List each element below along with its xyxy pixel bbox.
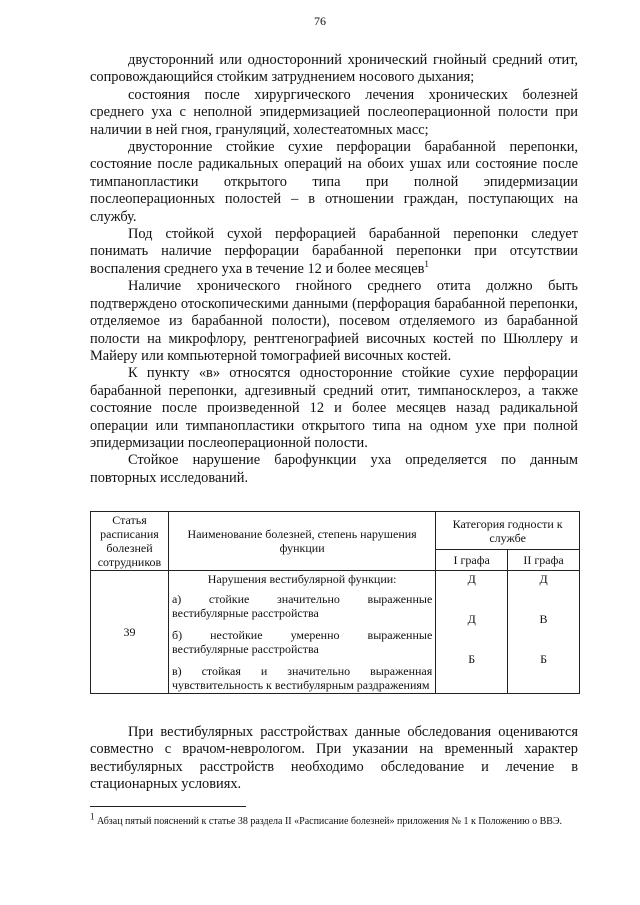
paragraph: Стойкое нарушение барофункции уха определяется по данным повторных исследований. (90, 452, 578, 486)
paragraph-text: Под стойкой сухой перфорацией барабанной перепонки следует понимать наличие перфорации барабанной перепонки при отсутствии воспаления среднего уха в течение 12 и более месяцев (90, 226, 578, 277)
footnote-mark: 1 (90, 811, 95, 822)
body-text (90, 52, 578, 487)
table-row (91, 571, 580, 694)
disease-item: а) стойкие значительно выраженные вестибулярные расстройства (171, 592, 433, 620)
paragraph: двусторонний или односторонний хронический гнойный средний отит, сопровождающийся стойким затруднением носового дыхания; (90, 52, 578, 86)
table-header-row (91, 512, 580, 550)
paragraph-with-footnote (90, 226, 578, 278)
disease-title: Нарушения вестибулярной функции: (207, 572, 397, 586)
header-grade-2: II графа (508, 550, 580, 571)
grade-1-cell (436, 571, 508, 694)
grade-value: Д (467, 612, 476, 626)
header-article: Статья расписания болезней сотрудников (91, 512, 169, 571)
grade-value: Д (539, 572, 548, 586)
footnote-reference: 1 (424, 259, 429, 270)
grade-2-cell (508, 571, 580, 694)
header-fitness-category: Категория годности к службе (436, 512, 580, 550)
page-number: 76 (314, 14, 326, 28)
header-disease-name: Наименование болезней, степень нарушения функции (168, 512, 435, 571)
article-number: 39 (91, 571, 169, 694)
footnote-divider (90, 806, 246, 807)
grade-value: Б (540, 652, 547, 666)
grade-value: Б (468, 652, 476, 666)
paragraph: состояния после хирургического лечения хронических болезней среднего уха с неполной эпидермизацией послеоперационной полости при наличии в ней гноя, грануляций, холестеатомных масс; (90, 86, 578, 138)
disease-item: б) нестойкие умеренно выраженные вестибулярные расстройства (171, 628, 433, 656)
paragraph: Наличие хронического гнойного среднего отита должно быть подтверждено отоскопическими данными (перфорация барабанной перепонки, отделяемое из барабанной полости), посевом отделяемого из барабанной полости на микрофлору, рентгенографией височных костей по Шюллеру и Майеру или компьютерной томографией височных костей. (90, 278, 578, 364)
grade-value: Д (467, 572, 476, 586)
footnote (90, 811, 578, 828)
footnote-text: Абзац пятый пояснений к статье 38 раздела II «Расписание болезней» приложения № 1 к Положению о ВВЭ. (94, 816, 563, 827)
paragraph: двусторонние стойкие сухие перфорации барабанной перепонки, состояние после радикальных операций на обоих ушах или состояние после тимпанопластики открытого типа при полной эпидермизации послеоперационных полостей – в отношении граждан, поступающих на службу. (90, 139, 578, 225)
disease-schedule-table (90, 511, 580, 694)
paragraph: При вестибулярных расстройствах данные обследования оцениваются совместно с врачом-неврологом. При указании на временный характер вестибулярных расстройств необходимо обследование и лечение в стационарных условиях. (90, 724, 578, 793)
header-grade-1: I графа (436, 550, 508, 571)
grade-value: В (539, 612, 548, 626)
disease-cell (168, 571, 435, 694)
after-table-text (90, 724, 578, 794)
paragraph: К пункту «в» относятся односторонние стойкие сухие перфорации барабанной перепонки, адгезивный средний отит, тимпаносклероз, а также состояние после произведенной 12 и более месяцев назад радикальной операции или тимпанопластики открытого типа на одном ухе при полной эпидермизации послеоперационной полости. (90, 365, 578, 451)
disease-item: в) стойкая и значительно выраженная чувствительность к вестибулярным раздражениям (171, 664, 433, 692)
